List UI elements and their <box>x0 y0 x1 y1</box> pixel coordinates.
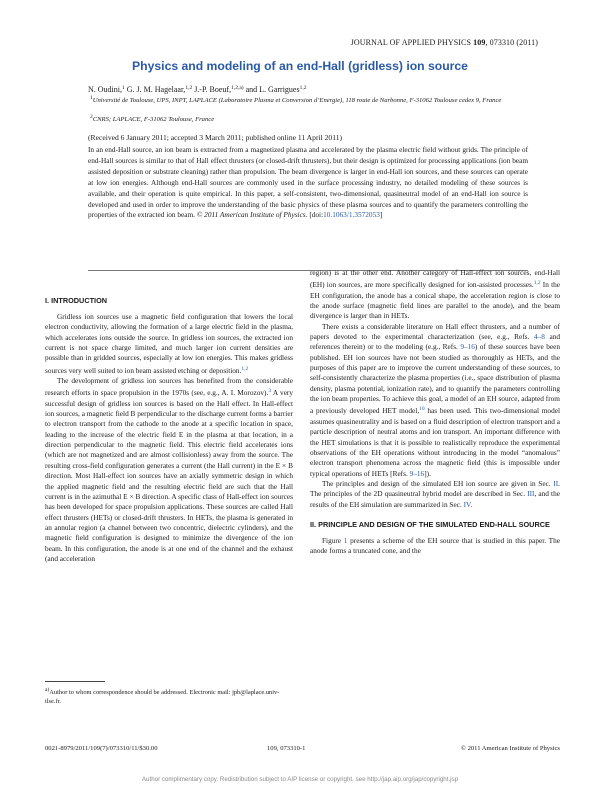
author-name: G. J. M. Hagelaar, <box>126 85 186 94</box>
paragraph: The principles and design of the simulated EH ion source are given in Sec. II. The principles of the 2D quasineutral hybrid model are described in Sec. III, and the results of the EH simulation are summarized in Sec. IV. <box>310 478 560 509</box>
footer-issn: 0021-8979/2011/109(7)/073310/11/$30.00 <box>45 745 158 752</box>
footer-copyright: © 2011 American Institute of Physics <box>460 745 560 752</box>
paragraph: Figure 1 presents a scheme of the EH source that is studied in this paper. The anode forms a truncated cone, and the <box>310 535 560 556</box>
left-column <box>45 296 293 564</box>
author-affiliation-mark: 1,2 <box>185 85 193 91</box>
figure-link[interactable]: 1 <box>343 535 348 545</box>
journal-volume: 109 <box>473 38 486 47</box>
citation-link[interactable]: 1,2 <box>533 280 541 287</box>
article-title: Physics and modeling of an end-Hall (gridless) ion source <box>132 59 468 73</box>
section-link[interactable]: IV <box>463 499 471 509</box>
paragraph: The development of gridless ion sources has benefited from the considerable research efforts in space propulsion in the 1970s (see, e.g., A. I. Morozov).$^3$ A very successful design of gridless ion sources is based on the Hall effect. In Hall-effect ion sources, a magnetic field B perpendicular to the discharge current forms a barrier to electron transport from the cathode to the anode at a specific location in space, leading to the increase of the electric field E in the plasma at that location, in a direction perpendicular to the magnetic field. This electric field accelerates ions (which are not magnetized and are almost collisionless) away from the source. The resulting cross-field configuration generates a current (the Hall current) in the E × B direction. Most Hall-effect ion sources have an axially symmetric design in which the applied magnetic field and the resulting electric field are such that the Hall current is in the azimuthal E × B direction. A specific class of Hall-effect ion sources has been developed for space propulsion applications. These sources are called Hall effect thrusters (HETs) or closed-drift thrusters. In HETs, the plasma is generated in an annular region (a channel between two concentric, dielectric cylinders), and the magnetic field configuration is designed to minimize the divergence of the ion beam. In this configuration, the anode is at one end of the channel and the exhaust (and acceleration <box>45 376 294 563</box>
author-name: and L. Garrigues <box>245 85 300 94</box>
section-link[interactable]: II <box>553 478 559 488</box>
paragraph: region) is at the other end. Another category of Hall-effect ion sources, end-Hall (EH) ion sources, are more specifically designed for ion-assisted processes.$^{1,2}$ In the EH configuration, the anode has a conical shape, the acceleration region is close to the anode surface (magnetic field lines are parallel to the anode), and the beam divergence is larger than in HETs. <box>310 268 560 321</box>
copyright-notice-bar: Author complimentary copy. Redistribution subject to AIP license or copyright, see http://jap.aip.org/jap/copyright.jsp <box>141 776 459 783</box>
right-column <box>310 268 560 557</box>
section-heading-principle: II. PRINCIPLE AND DESIGN OF THE SIMULATED END-HALL SOURCE <box>310 519 550 529</box>
citation-link[interactable]: 9–16 <box>409 468 425 478</box>
section-link[interactable]: III <box>527 489 535 499</box>
author-affiliation-mark: 1 <box>122 85 125 91</box>
journal-name: JOURNAL OF APPLIED PHYSICS <box>350 38 472 47</box>
citation-link[interactable]: 3 <box>268 388 272 395</box>
author-name: J.-P. Boeuf, <box>194 85 232 94</box>
footnote <box>45 686 293 706</box>
affiliation-text: CNRS; LAPLACE, F-31062 Toulouse, France <box>92 116 215 123</box>
running-head: JOURNAL OF APPLIED PHYSICS 109, 073310 (2011) <box>350 38 538 47</box>
citation-link[interactable]: 9–16 <box>460 342 475 352</box>
doi-link[interactable]: 10.1063/1.3572053 <box>323 210 380 220</box>
doi-prefix: [doi: <box>309 210 324 220</box>
abstract-copyright: © 2011 American Institute of Physics. <box>196 210 308 220</box>
abstract-body: In an end-Hall source, an ion beam is extracted from a magnetized plasma and accelerated by the plasma electric field without grids. The principle of end-Hall sources is similar to that of Hall effect thrusters (or closed-drift thrusters), but their design is optimized for processing applications (ion beam assisted deposition or substrate cleaning) rather than propulsion. The beam divergence is larger in end-Hall ion sources, and these sources can operate at low ion energies. Although end-Hall sources are commonly used in the surface processing industry, no detailed modeling of these sources is available, and their operation is quite empirical. In this paper, a self-consistent, two-dimensional, quasineutral model of an end-Hall ion source is developed and used in order to improve the understanding of the basic physics of these plasma sources and to quantify the parameters controlling the properties of the extracted ion beam. <box>88 145 528 220</box>
paragraph: Gridless ion sources use a magnetic field configuration that lowers the local electron conductivity, allowing the formation of a large electric field in the plasma, which accelerates ions outside the source. In gridless ion sources, the extracted ion current is not space charge limited, and much larger ion current densities are possible than in gridded sources, especially at low ion energies. This makes gridless sources very well suited to ion beam assisted etching or deposition.$^{1,2}$ <box>45 312 293 375</box>
footer-page-number: 109, 073310-1 <box>267 745 306 752</box>
author-affiliation-mark[interactable]: 1,2,a) <box>231 85 244 91</box>
doi-suffix: ] <box>379 210 383 220</box>
affiliation-2 <box>90 113 550 124</box>
affiliation-1 <box>90 94 550 105</box>
article-citation: 073310 (2011) <box>489 38 538 47</box>
page-footer <box>45 745 560 755</box>
paragraph: There exists a considerable literature on Hall effect thrusters, and a number of papers devoted to the experimental characterization (see, e.g., Refs. 4–8 and references therein) or to the modeling (e.g., Refs. 9–16) of these sources have been published. EH ion sources have not been studied as thoroughly as HETs, and the purposes of this paper are to improve the current understanding of these sources, to self-consistently characterize the plasma properties (i.e., space distribution of plasma density, plasma potential, ionization rate), and to quantify the parameters controlling the ion beam properties. To achieve this goal, a model of an EH source, adapted from a previously developed HET model,$^{10}$ has been used. This two-dimensional model assumes quasineutrality and is based on a fluid description of electron transport and a particle description of neutral atoms and ion transport. An important difference with the HET simulations is that it is possible to realistically reproduce the experimental observations of the EH operations without introducing in the model “anomalous” electron transport phenomena across the magnetic field (this is impossible under typical operations of HETs [Refs. 9–16]). <box>310 321 560 478</box>
affiliation-text: Université de Toulouse, UPS, INPT, LAPLACE (Laboratoire Plasma et Conversion d’Energie), 118 route de Narbonne, F-31062 Toulouse cedex 9, France <box>92 97 502 104</box>
citation-link[interactable]: 1,2 <box>241 365 249 372</box>
affiliation-mark: 1 <box>90 95 93 101</box>
author-affiliation-mark: 1,2 <box>299 85 307 91</box>
citation-link[interactable]: 10 <box>419 406 425 413</box>
footnote-mark: a) <box>45 687 50 693</box>
section-heading-introduction: I. INTRODUCTION <box>45 296 108 305</box>
received-dates: (Received 6 January 2011; accepted 3 March 2011; published online 11 April 2011) <box>88 133 343 142</box>
citation-link[interactable]: 4–8 <box>533 332 545 342</box>
footnote-divider <box>45 681 105 682</box>
footnote-text: Author to whom correspondence should be addressed. Electronic mail: jpb@laplace.univ-tlse.fr. <box>45 689 280 705</box>
affiliation-mark: 2 <box>90 114 93 120</box>
abstract <box>88 145 528 221</box>
author-name: N. Oudini, <box>88 85 122 94</box>
